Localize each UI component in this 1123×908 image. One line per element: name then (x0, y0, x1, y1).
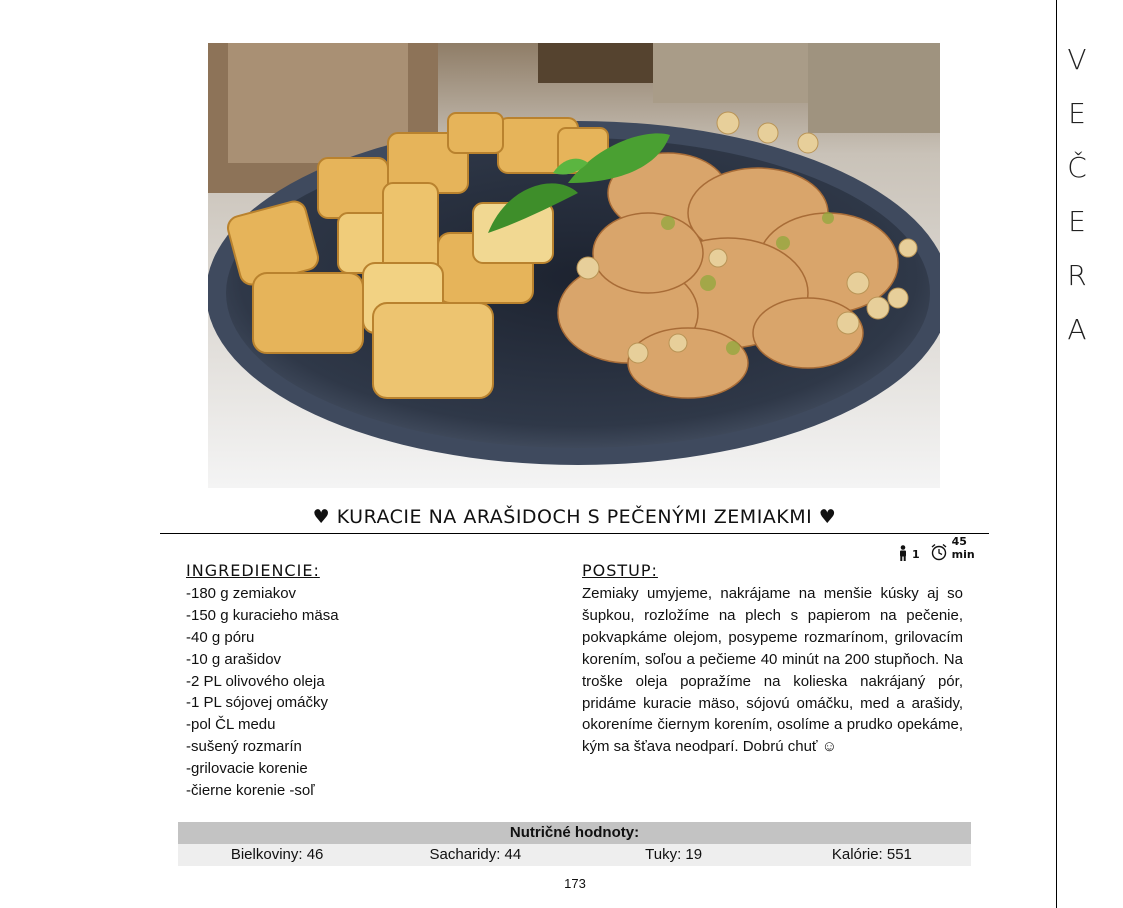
alarm-clock-icon (930, 543, 948, 561)
ingredient-item: -grilovacie korenie (186, 760, 308, 778)
ingredients-list (186, 583, 339, 802)
ingredient-item: -sušený rozmarín (186, 738, 302, 756)
ingredient-item: -10 g arašidov (186, 650, 282, 668)
side-letter: A (1067, 313, 1087, 346)
nutrition-table (178, 822, 971, 866)
side-letter: R (1067, 259, 1087, 292)
nutrition-fat: Tuky: 19 (645, 846, 703, 863)
nutrition-heading: Nutričné hodnoty: (178, 822, 971, 844)
person-icon (898, 545, 908, 561)
side-letter: Č (1067, 151, 1087, 184)
nutrition-carbs: Sacharidy: 44 (429, 846, 522, 863)
side-letter: V (1067, 43, 1087, 76)
procedure-text: Zemiaky umyjeme, nakrájame na menšie kúsky aj so šupkou, rozložíme na plech s papierom na pečenie, pokvapkáme olejom, posypeme rozmarínom, grilovacím korením, soľou a pečieme 40 minút na 200 stupňoch. Na troške oleja popražíme na kolieska nakrájaný pór, pridáme kuracie mäso, sójovú omáčku, med a arašidy, okoreníme čiernym korením, osolíme a prudko opekáme, kým sa šťava neodparí. Dobrú chuť ☺ (582, 585, 963, 756)
ingredient-item: -pol ČL medu (186, 716, 276, 734)
recipe-meta (898, 535, 990, 561)
prep-time: 45 min (951, 535, 975, 561)
recipe-title: ♥ KURACIE NA ARAŠIDOCH S PEČENÝMI ZEMIAKMI ♥ (312, 506, 837, 528)
section-side-title (1060, 40, 1094, 364)
ingredients-heading: INGREDIENCIE: (186, 561, 320, 580)
page-number: 173 (564, 876, 586, 891)
ingredient-item: -180 g zemiakov (186, 585, 297, 602)
ingredient-item: -1 PL sójovej omáčky (186, 694, 329, 712)
ingredient-item: -2 PL olivového oleja (186, 672, 325, 690)
title-divider (160, 533, 989, 534)
side-letter: E (1068, 205, 1086, 238)
ingredient-item: -150 g kuracieho mäsa (186, 606, 339, 624)
nutrition-protein: Bielkoviny: 46 (230, 846, 324, 863)
nutrition-calories: Kalórie: 551 (831, 846, 912, 863)
recipe-photo (208, 43, 940, 488)
page-edge-line (1056, 0, 1057, 908)
ingredient-item: -40 g póru (186, 628, 255, 646)
servings-count: 1 (912, 548, 920, 561)
ingredient-item: -čierne korenie -soľ (186, 782, 315, 800)
nutrition-values-row (178, 844, 971, 866)
procedure-heading: POSTUP: (582, 561, 658, 580)
side-letter: E (1068, 97, 1086, 130)
